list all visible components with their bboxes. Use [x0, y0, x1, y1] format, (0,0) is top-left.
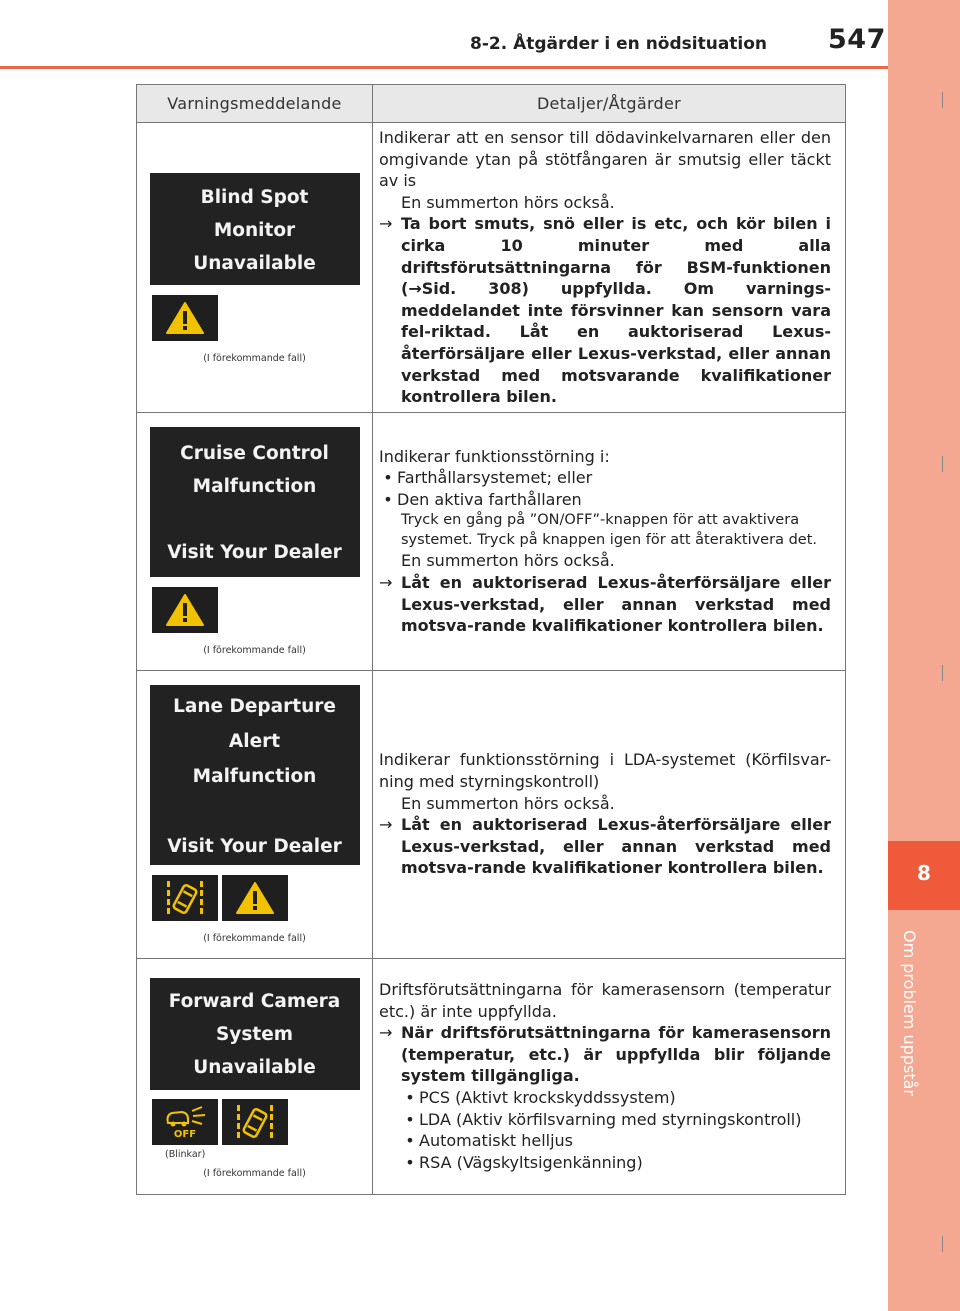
list-item: • LDA (Aktiv körfilsvarning med styrningskontroll) — [405, 1109, 802, 1129]
off-label: OFF — [173, 1129, 197, 1141]
chapter-number-box — [888, 841, 960, 910]
description-text: Indikerar funktionsstörning i LDA-systemet (Körfilsvar-ning med styrningskontroll) — [379, 750, 831, 792]
details-cell — [373, 958, 846, 1194]
column-header-details: Detaljer/Åtgärder — [373, 85, 846, 123]
action-text: → Ta bort smuts, snö eller is etc, och kör bilen i cirka 10 minuter med alla driftsförutsättningarna för BSM-funktionen (→Sid. 308) uppfyllda. Om varnings-meddelandet inte försvinner kan sensorn vara fel-riktad. Låt en auktoriserad Lexus-återförsäljare eller Lexus-verkstad, eller annan verkstad med motsvarande kvalifikationer kontrollera bilen. — [379, 214, 831, 407]
margin-tick — [942, 92, 943, 108]
message-display: Blind Spot Monitor Unavailable — [150, 173, 360, 285]
chapter-number: 8 — [917, 861, 931, 885]
applicability-note: (I förekommande fall) — [203, 932, 306, 944]
blink-note: (Blinkar) — [165, 1148, 206, 1160]
instruction-text: Tryck en gång på ”ON/OFF”-knappen för att avaktivera systemet. Tryck på knappen igen för att återaktivera det. — [401, 512, 817, 549]
message-display: Cruise Control Malfunction Visit Your Dealer — [150, 427, 360, 577]
column-header-message: Varningsmeddelande — [137, 85, 373, 123]
warning-message-table — [136, 84, 846, 1195]
description-text: Driftsförutsättningarna för kamerasensorn (temperatur etc.) är inte uppfyllda. — [379, 980, 831, 1021]
message-cell — [137, 123, 373, 413]
pcs-off-icon — [152, 1099, 218, 1145]
message-cell — [137, 958, 373, 1194]
applicability-note: (I förekommande fall) — [203, 352, 306, 364]
arrow-icon: → — [379, 815, 393, 835]
details-cell — [373, 670, 846, 958]
action-text: → Låt en auktoriserad Lexus-återförsäljare eller Lexus-verkstad, eller annan verkstad med motsva-rande kvalifikationer kontrollera bilen. — [379, 815, 831, 878]
lane-departure-icon — [222, 1099, 288, 1145]
buzzer-note: En summerton hörs också. — [401, 793, 615, 813]
details-cell — [373, 412, 846, 670]
arrow-icon: → — [379, 214, 393, 234]
message-cell — [137, 670, 373, 958]
list-item: • RSA (Vägskyltsigenkänning) — [405, 1152, 643, 1172]
list-item: • Farthållarsystemet; eller — [383, 468, 593, 488]
section-title: 8-2. Åtgärder i en nödsituation — [470, 34, 768, 54]
list-item: • Den aktiva farthållaren — [383, 489, 582, 509]
applicability-note: (I förekommande fall) — [203, 1167, 306, 1179]
table-row — [137, 123, 846, 413]
description-text: Indikerar funktionsstörning i: — [379, 446, 610, 466]
message-display: Lane Departure Alert Malfunction Visit Your Dealer — [150, 685, 360, 865]
table-header-row — [137, 85, 846, 123]
warning-triangle-icon — [152, 587, 218, 633]
list-item: • PCS (Aktivt krockskyddssystem) — [405, 1088, 676, 1108]
page-header — [0, 0, 888, 70]
page-number: 547 — [828, 24, 886, 55]
header-rule — [0, 66, 888, 69]
margin-tick — [942, 1236, 943, 1252]
details-cell — [373, 123, 846, 413]
arrow-icon: → — [379, 573, 393, 593]
table-row — [137, 958, 846, 1194]
action-text: → Låt en auktoriserad Lexus-återförsäljare eller Lexus-verkstad, eller annan verkstad med motsva-rande kvalifikationer kontrollera bilen. — [379, 573, 831, 636]
margin-tick — [942, 665, 943, 681]
table-row — [137, 670, 846, 958]
action-text: → När driftsförutsättningarna för kamerasensorn (temperatur, etc.) är uppfyllda blir följande system tillgängliga. — [379, 1023, 831, 1086]
applicability-note: (I förekommande fall) — [203, 644, 306, 656]
list-item: • Automatiskt helljus — [405, 1131, 574, 1151]
message-display: Forward Camera System Unavailable — [150, 978, 360, 1090]
message-cell — [137, 412, 373, 670]
buzzer-note: En summerton hörs också. — [401, 551, 615, 571]
chapter-title: Om problem uppstår — [900, 930, 919, 1096]
warning-triangle-icon — [152, 295, 218, 341]
margin-tick — [942, 456, 943, 472]
description-text: Indikerar att en sensor till dödavinkelvarnaren eller den omgivande ytan på stötfångaren är smutsig eller täckt av is — [379, 128, 831, 191]
warning-triangle-icon — [222, 875, 288, 921]
chapter-side-tab — [888, 0, 960, 1311]
arrow-icon: → — [379, 1023, 393, 1043]
table-row — [137, 412, 846, 670]
lane-departure-icon — [152, 875, 218, 921]
buzzer-note: En summerton hörs också. — [401, 192, 615, 212]
